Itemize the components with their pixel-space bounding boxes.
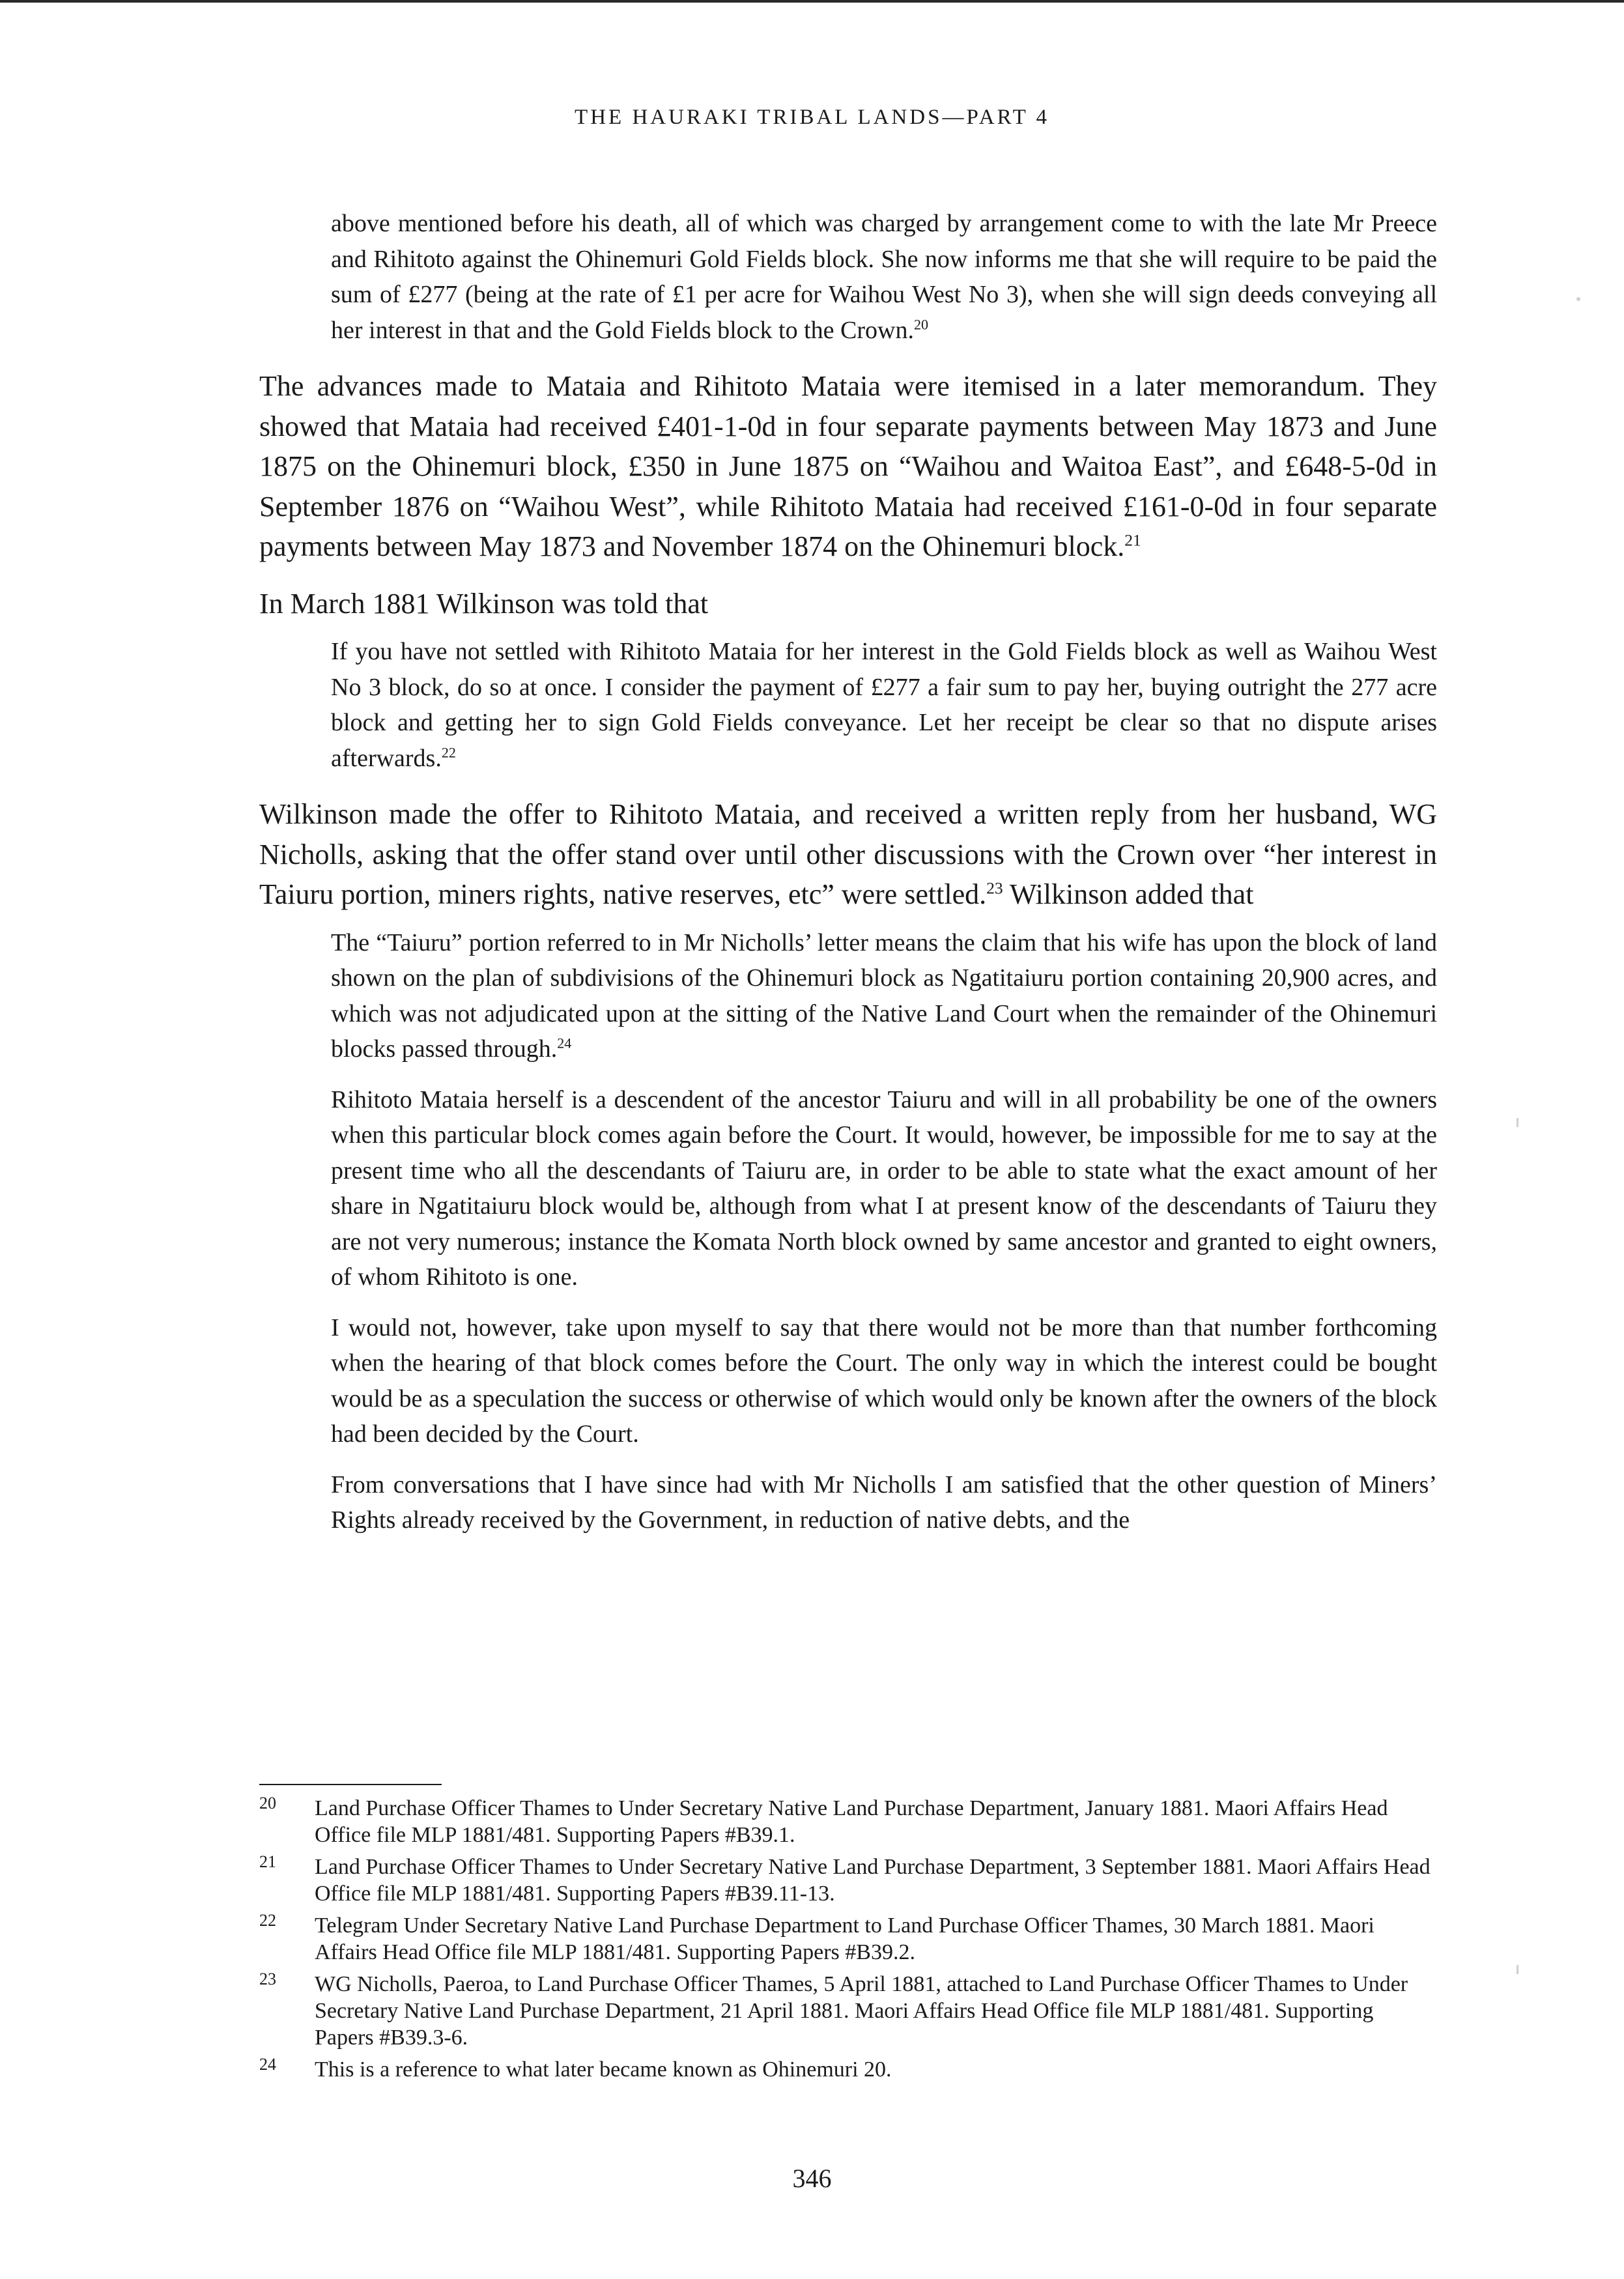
- footnote-number: 24: [259, 2055, 276, 2074]
- footnote-text: WG Nicholls, Paeroa, to Land Purchase Officer Thames, 5 April 1881, attached to Land Purchase Officer Thames to Under Secretary Native Land Purchase Department, 21 April 1881. Maori Affairs Head Office file MLP 1881/481. Supporting Papers #B39.3-6.: [315, 1972, 1408, 2050]
- footnote-22: [259, 1912, 1437, 1966]
- paragraph-wilkinson-offer-text: Wilkinson made the offer to Rihitoto Mataia, and received a written reply from her husband, WG Nicholls, asking that the offer stand over until other discussions with the Crown over “her interest in Taiuru portion, miners rights, native reserves, etc” were settled.: [259, 798, 1437, 910]
- footnote-ref-20: 20: [913, 315, 928, 332]
- paragraph-advances: [259, 366, 1437, 567]
- footnotes: [259, 1795, 1437, 2088]
- footnote-ref-22: 22: [441, 743, 456, 760]
- top-border-rule: [0, 0, 1624, 3]
- block-quote-1: [331, 206, 1437, 348]
- paragraph-wilkinson-offer: [259, 794, 1437, 915]
- footnote-number: 23: [259, 1970, 276, 1988]
- footnote-24: [259, 2056, 1437, 2083]
- block-quote-1-text: above mentioned before his death, all of which was charged by arrangement come to with the late Mr Preece and Rihitoto against the Ohinemuri Gold Fields block. She now informs me that she will require to be paid the sum of £277 (being at the rate of £1 per acre for Waihou West No 3), when she will sign deeds conveying all her interest in that and the Gold Fields block to the Crown.: [331, 210, 1437, 344]
- footnote-number: 20: [259, 1794, 276, 1813]
- footnote-text: Land Purchase Officer Thames to Under Secretary Native Land Purchase Department, January 1881. Maori Affairs Head Office file MLP 1881/481. Supporting Papers #B39.1.: [315, 1796, 1388, 1847]
- footnote-divider: [259, 1784, 442, 1785]
- block-quote-2: [331, 634, 1437, 776]
- scan-speck: [1576, 297, 1580, 301]
- footnote-23: [259, 1971, 1437, 2051]
- footnote-text: Land Purchase Officer Thames to Under Secretary Native Land Purchase Department, 3 September 1881. Maori Affairs Head Office file MLP 1881/481. Supporting Papers #B39.11-13.: [315, 1855, 1431, 1906]
- block-quote-3: [331, 925, 1437, 1067]
- footnote-ref-24: 24: [557, 1035, 572, 1052]
- paragraph-march-1881: In March 1881 Wilkinson was told that: [259, 587, 709, 620]
- block-quote-6: From conversations that I have since had with Mr Nicholls I am satisfied that the other question of Miners’ Rights already received by the Government, in reduction of native debts, and the: [331, 1470, 1437, 1534]
- block-quote-2-text: If you have not settled with Rihitoto Mataia for her interest in the Gold Fields block as well as Waihou West No 3 block, do so at once. I consider the payment of £277 a fair sum to pay her, buying outright the 277 acre block and getting her to sign Gold Fields conveyance. Let her receipt be clear so that no dispute arises afterwards.: [331, 638, 1437, 772]
- footnote-text: This is a reference to what later became known as Ohinemuri 20.: [315, 2057, 892, 2082]
- block-quote-3-text: The “Taiuru” portion referred to in Mr Nicholls’ letter means the claim that his wife has upon the block of land shown on the plan of subdivisions of the Ohinemuri block as Ngatitaiuru portion containing 20,900 acres, and which was not adjudicated upon at the sitting of the Native Land Court when the remainder of the Ohinemuri blocks passed through.: [331, 928, 1437, 1063]
- scan-speck: [1517, 1118, 1518, 1127]
- paragraph-advances-text: The advances made to Mataia and Rihitoto Mataia were itemised in a later memorandum. They showed that Mataia had received £401-1-0d in four separate payments between May 1873 and June 1875 on the Ohinemuri block, £350 in June 1875 on “Waihou and Waitoa East”, and £648-5-0d in September 1876 on “Waihou West”, while Rihitoto Mataia had received £161-0-0d in four separate payments between May 1873 and November 1874 on the Ohinemuri block.: [259, 370, 1437, 562]
- block-quote-5: I would not, however, take upon myself to say that there would not be more than that number forthcoming when the hearing of that block comes before the Court. The only way in which the interest could be bought would be as a speculation the success or otherwise of which would only be known after the owners of the block had been decided by the Court.: [331, 1313, 1437, 1448]
- block-quote-4: Rihitoto Mataia herself is a descendent of the ancestor Taiuru and will in all probability be one of the owners when this particular block comes again before the Court. It would, however, be impossible for me to say at the present time who all the descendants of Taiuru are, in order to be able to state what the exact amount of her share in Ngatitaiuru block would be, although from what I at present know of the descendants of Taiuru they are not very numerous; instance the Komata North block owned by same ancestor and granted to eight owners, of whom Rihitoto is one.: [331, 1085, 1437, 1291]
- footnote-ref-23: 23: [986, 878, 1003, 898]
- footnote-text: Telegram Under Secretary Native Land Purchase Department to Land Purchase Officer Thames, 30 March 1881. Maori Affairs Head Office file MLP 1881/481. Supporting Papers #B39.2.: [315, 1914, 1375, 1964]
- footnote-20: [259, 1795, 1437, 1848]
- scan-speck: [1517, 1965, 1518, 1974]
- page-number: 346: [792, 2164, 832, 2193]
- footnote-ref-21: 21: [1124, 530, 1141, 550]
- page-body: [259, 206, 1437, 1538]
- footnote-number: 22: [259, 1911, 276, 1930]
- footnote-number: 21: [259, 1852, 276, 1871]
- footnote-21: [259, 1854, 1437, 1907]
- running-head: THE HAURAKI TRIBAL LANDS—PART 4: [575, 106, 1049, 129]
- paragraph-wilkinson-offer-tail: Wilkinson added that: [1003, 878, 1254, 910]
